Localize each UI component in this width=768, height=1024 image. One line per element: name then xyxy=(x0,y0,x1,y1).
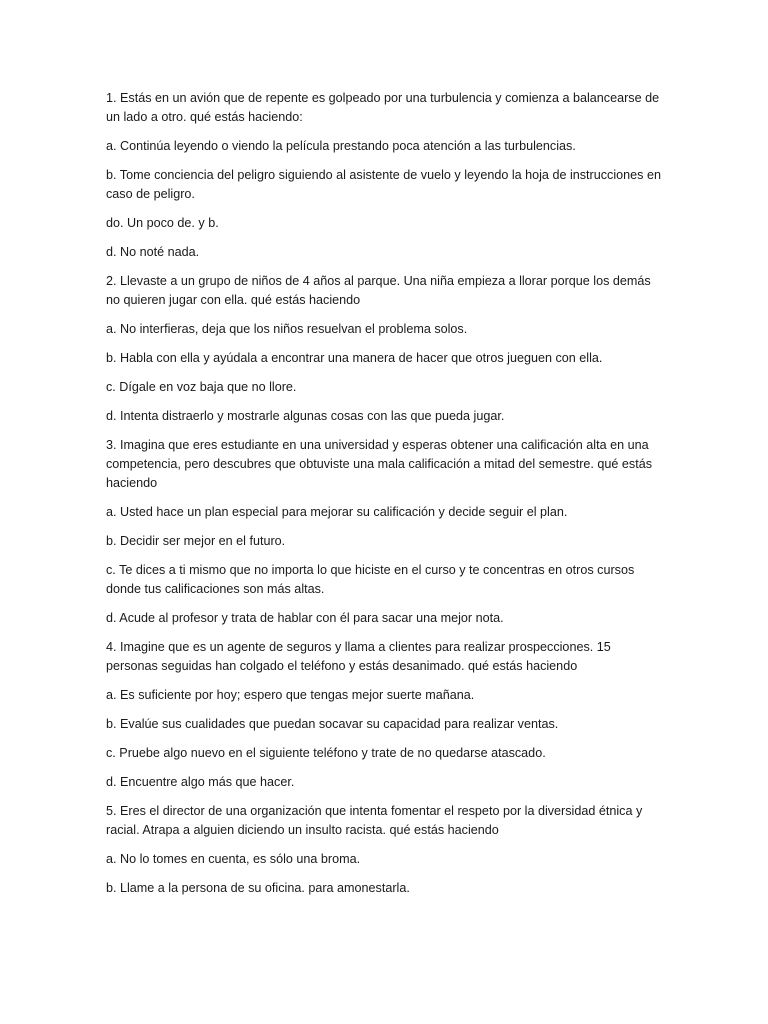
question-3-option-b: b. Decidir ser mejor en el futuro. xyxy=(106,534,286,548)
question-2-option-a: a. No interfieras, deja que los niños resuelvan el problema solos. xyxy=(106,322,468,336)
question-3-option-a: a. Usted hace un plan especial para mejorar su calificación y decide seguir el plan. xyxy=(106,505,568,519)
question-3-text: 3. Imagina que eres estudiante en una universidad y esperas obtener una calificación alta en una competencia, pero descubres que obtuviste una mala calificación a mitad del semestre. qué estás haciendo xyxy=(106,438,653,490)
question-4-option-c: c. Pruebe algo nuevo en el siguiente teléfono y trate de no quedarse atascado. xyxy=(106,746,546,760)
question-5-option-b: b. Llame a la persona de su oficina. para amonestarla. xyxy=(106,881,410,895)
question-2-option-d: d. Intenta distraerlo y mostrarle algunas cosas con las que pueda jugar. xyxy=(106,409,505,423)
question-1-option-b: b. Tome conciencia del peligro siguiendo al asistente de vuelo y leyendo la hoja de instrucciones en caso de peligro. xyxy=(106,168,661,201)
document-body xyxy=(106,89,662,908)
question-5-text: 5. Eres el director de una organización que intenta fomentar el respeto por la diversidad étnica y racial. Atrapa a alguien diciendo un insulto racista. qué estás haciendo xyxy=(106,804,643,837)
question-2-option-b: b. Habla con ella y ayúdala a encontrar una manera de hacer que otros jueguen con ella. xyxy=(106,351,603,365)
question-4-option-d: d. Encuentre algo más que hacer. xyxy=(106,775,295,789)
question-5-option-a: a. No lo tomes en cuenta, es sólo una broma. xyxy=(106,852,361,866)
question-3-option-d: d. Acude al profesor y trata de hablar con él para sacar una mejor nota. xyxy=(106,611,504,625)
question-3-option-c: c. Te dices a ti mismo que no importa lo que hiciste en el curso y te concentras en otros cursos donde tus calificaciones son más altas. xyxy=(106,563,635,596)
question-2-option-c: c. Dígale en voz baja que no llore. xyxy=(106,380,297,394)
question-1-option-d: d. No noté nada. xyxy=(106,245,200,259)
question-4-text: 4. Imagine que es un agente de seguros y llama a clientes para realizar prospecciones. 15 personas seguidas han colgado el teléfono y estás desanimado. qué estás haciendo xyxy=(106,640,611,673)
question-2-text: 2. Llevaste a un grupo de niños de 4 años al parque. Una niña empieza a llorar porque los demás no quieren jugar con ella. qué estás haciendo xyxy=(106,274,651,307)
question-1-option-c: do. Un poco de. y b. xyxy=(106,216,219,230)
question-1-text: 1. Estás en un avión que de repente es golpeado por una turbulencia y comienza a balancearse de un lado a otro. qué estás haciendo: xyxy=(106,91,660,124)
question-4-option-b: b. Evalúe sus cualidades que puedan socavar su capacidad para realizar ventas. xyxy=(106,717,559,731)
question-1-option-a: a. Continúa leyendo o viendo la película prestando poca atención a las turbulencias. xyxy=(106,139,576,153)
question-4-option-a: a. Es suficiente por hoy; espero que tengas mejor suerte mañana. xyxy=(106,688,475,702)
